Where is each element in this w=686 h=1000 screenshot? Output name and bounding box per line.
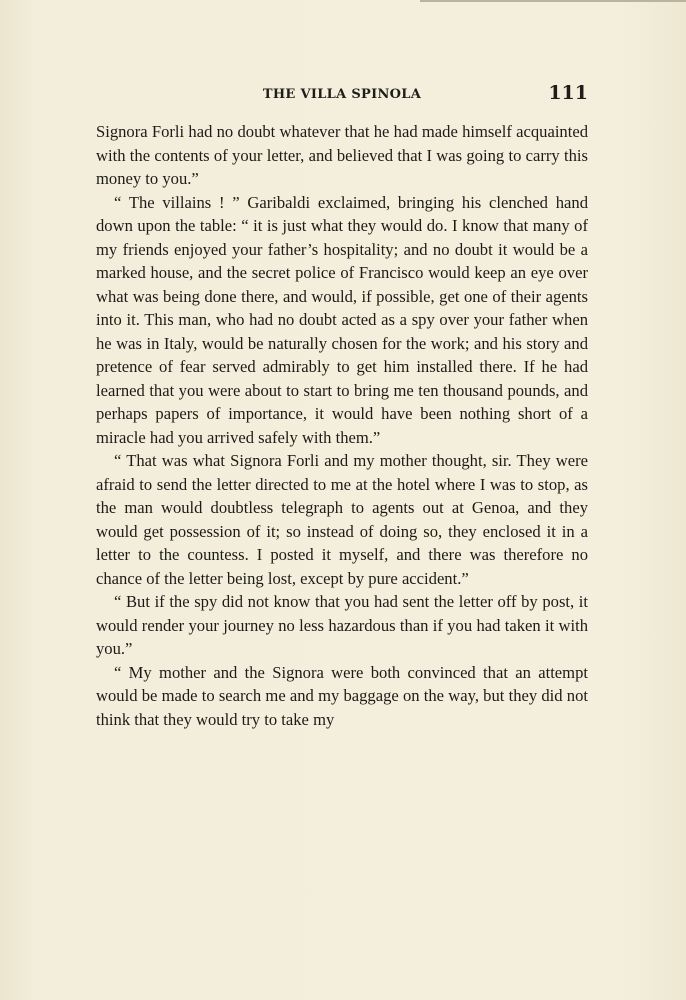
paragraph-3: “ That was what Signora Forli and my mother thought, sir. They were afraid to send the letter directed to me at the hotel where I was to stop, as the man would doubtless telegraph to agents out at Genoa, and they would get possession of it; so instead of doing so, they enclosed it in a letter to the countess. I posted it myself, and there was therefore no chance of the letter being lost, except by pure accident.” [96,451,588,588]
scan-edge-line [420,0,686,2]
paragraph-1: Signora Forli had no doubt whatever that he had made himself acquainted with the contents of your letter, and believed that I was going to carry this money to you.” [96,122,588,188]
paragraph-5: “ My mother and the Signora were both convinced that an attempt would be made to search me and my baggage on the way, but they did not think that they would try to take my [96,662,588,729]
body-text [96,120,588,731]
running-head [96,84,588,108]
page-number: 111 [548,82,588,104]
chapter-title: THE VILLA SPINOLA [262,87,422,102]
paragraph-2: “ The villains ! ” Garibaldi exclaimed, bringing his clenched hand down upon the table: “ it is just what they would do. I know that many of my friends enjoyed your father’s hospitality; and no doubt it would be a marked house, and the secret police of Francisco would keep an eye over what was being done there, and would, if possible, get one of their agents into it. This man, who had no doubt acted as a spy over your father when he was in Italy, would be naturally chosen for the work; and his story and pretence of fear served admirably to get him installed there. If he had learned that you were about to start to bring me ten thousand pounds, and perhaps papers of importance, it would have been nothing short of a miracle had you arrived safely with them.” [96,192,588,447]
paragraph-4: “ But if the spy did not know that you had sent the letter off by post, it would render your journey no less hazardous than if you had taken it with you.” [96,592,588,658]
